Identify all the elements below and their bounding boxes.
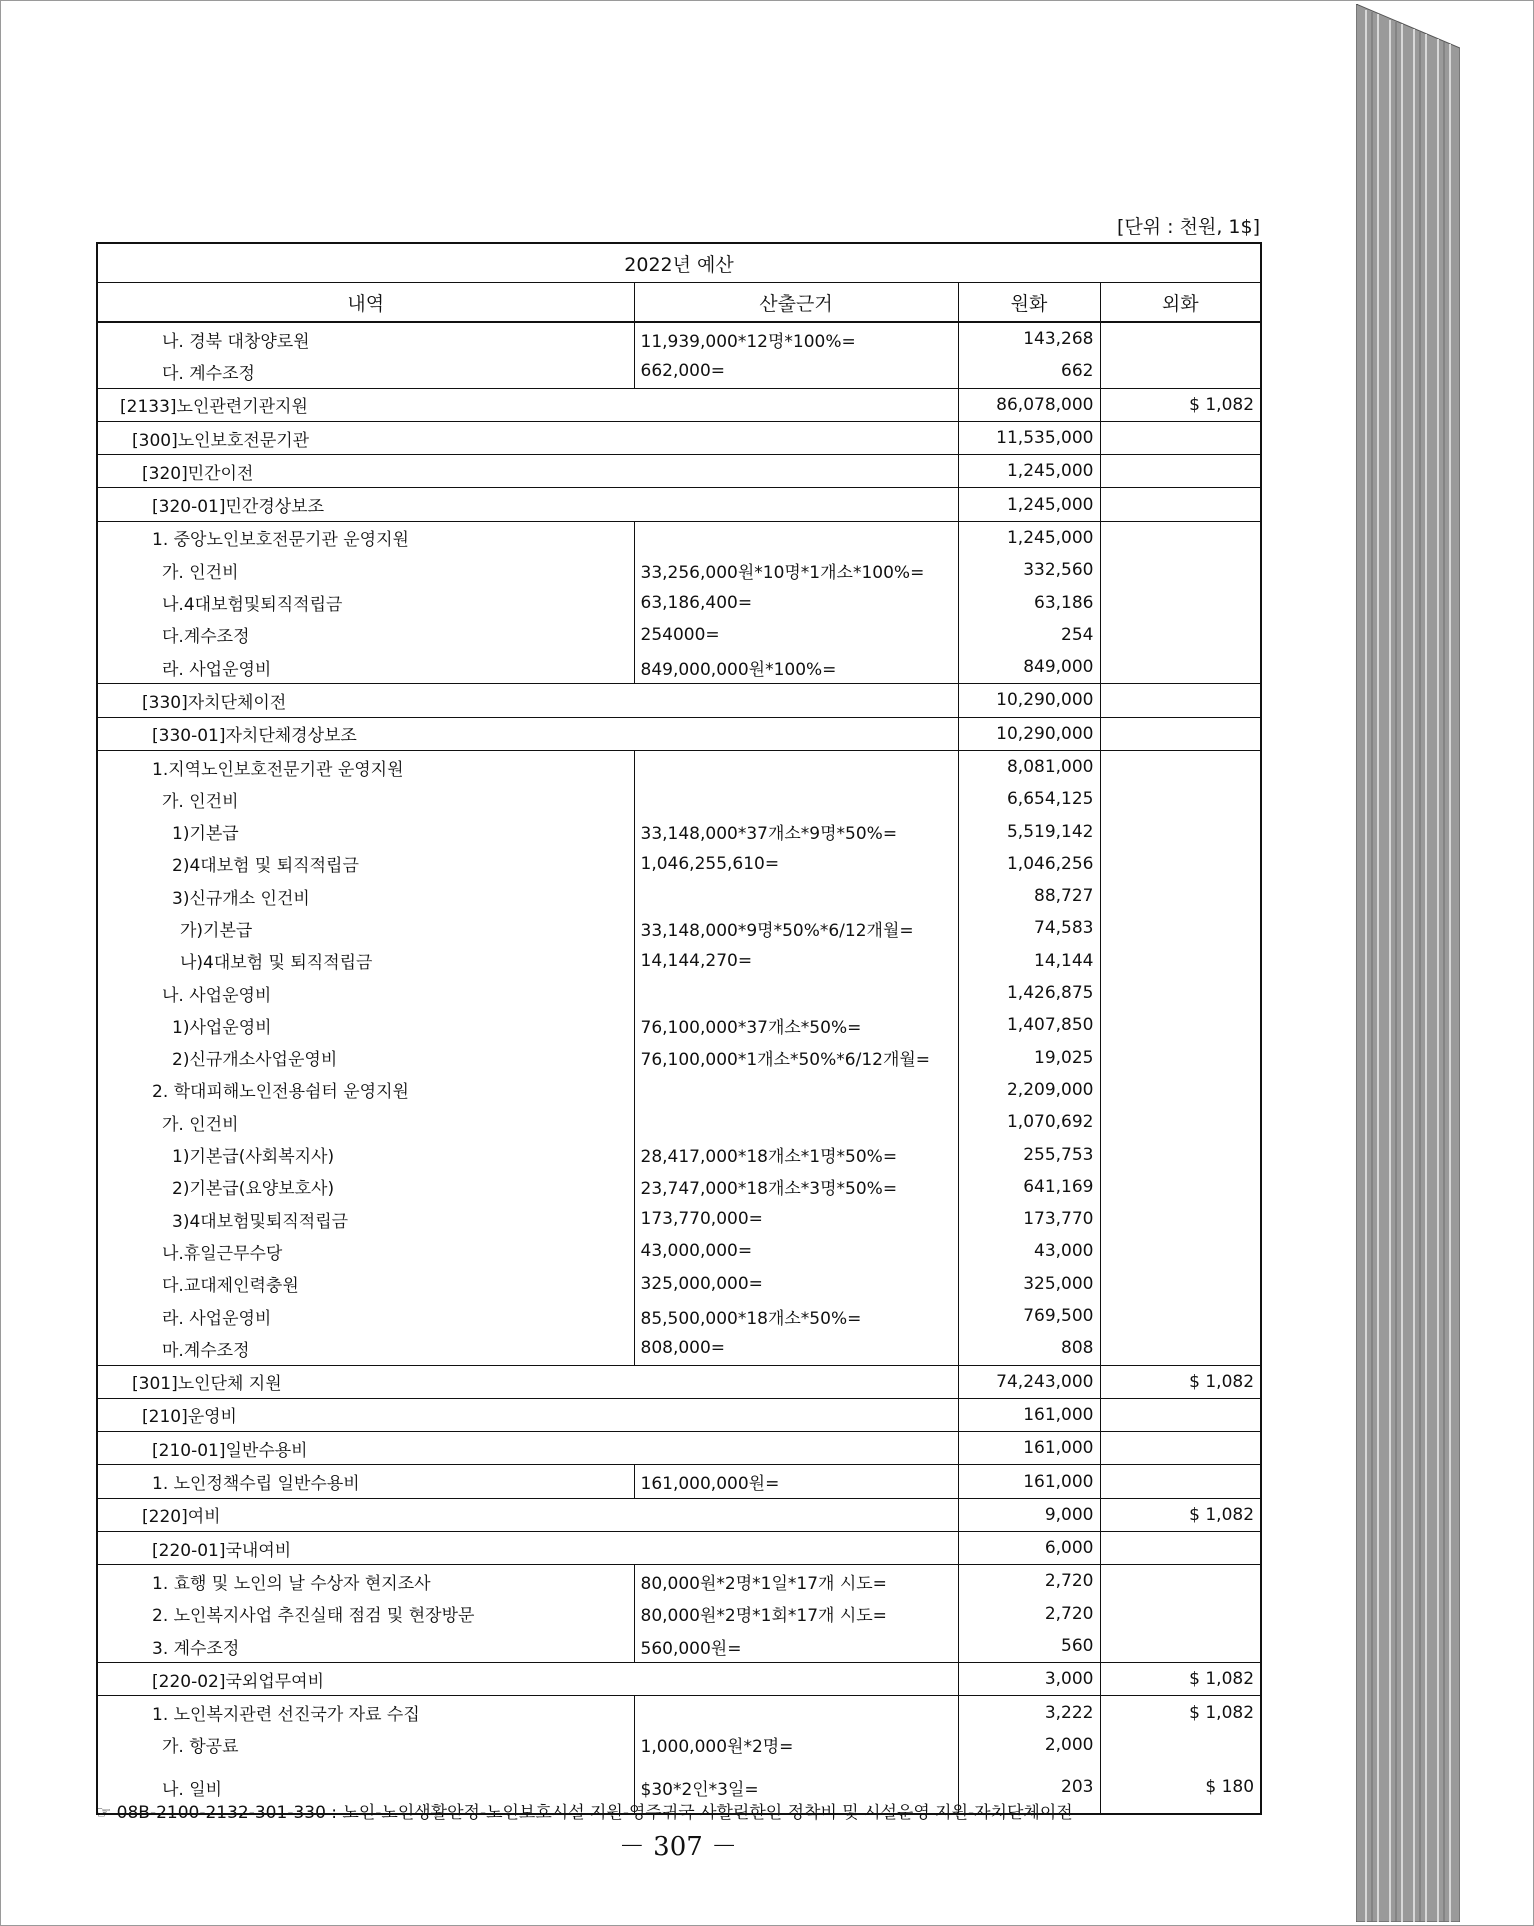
- row-item: 1. 노인복지관련 선진국가 자료 수집: [97, 1696, 634, 1729]
- row-usd: [1100, 1598, 1261, 1630]
- row-basis: 1,000,000원*2명=: [634, 1729, 958, 1761]
- row-usd: [1100, 684, 1261, 717]
- row-basis: [634, 977, 958, 1009]
- row-basis: 325,000,000=: [634, 1268, 958, 1300]
- row-usd: $ 1,082: [1100, 1365, 1261, 1398]
- row-krw: 5,519,142: [958, 815, 1100, 847]
- row-basis: [634, 750, 958, 783]
- table-row: [97, 322, 1261, 355]
- table-row: [97, 1531, 1261, 1564]
- row-krw: 849,000: [958, 651, 1100, 684]
- row-krw: 254: [958, 619, 1100, 651]
- table-row: [97, 848, 1261, 880]
- table-row: [97, 1171, 1261, 1203]
- row-item: [320-01]민간경상보조: [97, 488, 958, 521]
- row-krw: 86,078,000: [958, 388, 1100, 421]
- header-krw: 원화: [958, 283, 1100, 323]
- header-item: 내역: [97, 283, 634, 323]
- table-row: [97, 1106, 1261, 1138]
- row-usd: [1100, 488, 1261, 521]
- row-krw: 2,000: [958, 1729, 1100, 1761]
- row-item: 2. 노인복지사업 추진실태 점검 및 현장방문: [97, 1598, 634, 1630]
- row-item: [300]노인보호전문기관: [97, 421, 958, 454]
- row-item: [301]노인단체 지원: [97, 1365, 958, 1398]
- row-basis: $30*2인*3일=: [634, 1761, 958, 1814]
- row-item: [220-02]국외업무여비: [97, 1663, 958, 1696]
- row-krw: 6,654,125: [958, 783, 1100, 815]
- row-item: 1)기본급: [97, 815, 634, 847]
- row-krw: 1,245,000: [958, 521, 1100, 554]
- row-usd: $ 1,082: [1100, 1696, 1261, 1729]
- row-item: [220]여비: [97, 1498, 958, 1531]
- table-title: 2022년 예산: [97, 243, 1261, 283]
- table-row: [97, 1042, 1261, 1074]
- row-usd: [1100, 651, 1261, 684]
- table-row: [97, 488, 1261, 521]
- row-krw: 173,770: [958, 1203, 1100, 1235]
- row-usd: [1100, 1106, 1261, 1138]
- row-item: [210-01]일반수용비: [97, 1432, 958, 1465]
- row-krw: 11,535,000: [958, 421, 1100, 454]
- table-row: [97, 912, 1261, 944]
- row-basis: 80,000원*2명*1일*17개 시도=: [634, 1565, 958, 1598]
- row-krw: 2,720: [958, 1565, 1100, 1598]
- row-krw: 43,000: [958, 1235, 1100, 1267]
- row-usd: [1100, 912, 1261, 944]
- row-usd: [1100, 880, 1261, 912]
- row-krw: 662: [958, 355, 1100, 388]
- row-basis: 662,000=: [634, 355, 958, 388]
- row-usd: [1100, 1268, 1261, 1300]
- row-krw: 2,720: [958, 1598, 1100, 1630]
- row-usd: [1100, 750, 1261, 783]
- table-row: [97, 651, 1261, 684]
- row-item: 나)4대보험 및 퇴직적립금: [97, 945, 634, 977]
- row-usd: [1100, 455, 1261, 488]
- row-krw: 641,169: [958, 1171, 1100, 1203]
- row-krw: 2,209,000: [958, 1074, 1100, 1106]
- table-title-row: [97, 243, 1261, 283]
- row-basis: 173,770,000=: [634, 1203, 958, 1235]
- row-basis: 85,500,000*18개소*50%=: [634, 1300, 958, 1332]
- row-krw: 6,000: [958, 1531, 1100, 1564]
- row-item: 나.휴일근무수당: [97, 1235, 634, 1267]
- row-usd: [1100, 322, 1261, 355]
- row-krw: 88,727: [958, 880, 1100, 912]
- row-basis: 76,100,000*1개소*50%*6/12개월=: [634, 1042, 958, 1074]
- row-basis: 560,000원=: [634, 1630, 958, 1663]
- table-row: [97, 1074, 1261, 1106]
- footnote: ☞ 08B-2100-2132-301-330 : 노인-노인생활안정-노인보호시설 지원-영주귀국 사할린한인 정착비 및 시설운영 지원-자치단체이전: [96, 1803, 1073, 1823]
- row-usd: [1100, 945, 1261, 977]
- row-item: 1)사업운영비: [97, 1009, 634, 1041]
- row-basis: 33,256,000원*10명*1개소*100%=: [634, 554, 958, 586]
- row-item: 2. 학대피해노인전용쉼터 운영지원: [97, 1074, 634, 1106]
- row-krw: 63,186: [958, 586, 1100, 618]
- row-basis: [634, 1696, 958, 1729]
- row-usd: [1100, 1074, 1261, 1106]
- row-krw: 8,081,000: [958, 750, 1100, 783]
- table-row: [97, 783, 1261, 815]
- row-krw: 808: [958, 1332, 1100, 1365]
- row-usd: [1100, 1729, 1261, 1761]
- table-row: [97, 619, 1261, 651]
- row-item: 나.4대보험및퇴직적립금: [97, 586, 634, 618]
- row-krw: 203: [958, 1761, 1100, 1814]
- row-item: 1. 효행 및 노인의 날 수상자 현지조사: [97, 1565, 634, 1598]
- row-krw: 1,046,256: [958, 848, 1100, 880]
- row-usd: $ 180: [1205, 1777, 1255, 1798]
- table-row: [97, 1565, 1261, 1598]
- unit-note: [단위 : 천원, 1$]: [1117, 216, 1260, 238]
- table-row: [97, 1365, 1261, 1398]
- row-usd: [1100, 977, 1261, 1009]
- table-row: [97, 1398, 1261, 1431]
- table-row: [97, 1203, 1261, 1235]
- row-item: 가. 인건비: [97, 1106, 634, 1138]
- row-krw: 10,290,000: [958, 684, 1100, 717]
- row-usd: [1100, 355, 1261, 388]
- row-usd: [1100, 1398, 1261, 1431]
- row-usd: [1100, 1235, 1261, 1267]
- row-item: 나. 경북 대창양로원: [97, 322, 634, 355]
- row-basis: [634, 880, 958, 912]
- row-usd: [1100, 586, 1261, 618]
- row-basis: 11,939,000*12명*100%=: [634, 322, 958, 355]
- row-usd: [1100, 1332, 1261, 1365]
- budget-table: [96, 242, 1262, 1815]
- row-basis: 1,046,255,610=: [634, 848, 958, 880]
- row-krw: 1,426,875: [958, 977, 1100, 1009]
- page-number: － 307 －: [618, 1832, 738, 1862]
- row-usd: [1100, 619, 1261, 651]
- table-row: [97, 455, 1261, 488]
- row-basis: 14,144,270=: [634, 945, 958, 977]
- row-basis: 76,100,000*37개소*50%=: [634, 1009, 958, 1041]
- row-krw: 255,753: [958, 1138, 1100, 1170]
- row-krw: 161,000: [958, 1465, 1100, 1498]
- row-item: 다.계수조정: [97, 619, 634, 651]
- row-item: 나. 일비: [97, 1761, 634, 1814]
- row-item: 3. 계수조정: [97, 1630, 634, 1663]
- table-row: [97, 1138, 1261, 1170]
- row-item: 3)신규개소 인건비: [97, 880, 634, 912]
- row-item: [210]운영비: [97, 1398, 958, 1431]
- row-usd: $ 1,082: [1100, 1663, 1261, 1696]
- row-usd: $ 1,082: [1100, 388, 1261, 421]
- table-row: [97, 1268, 1261, 1300]
- row-krw: 1,245,000: [958, 455, 1100, 488]
- row-basis: [634, 1106, 958, 1138]
- table-row: [97, 421, 1261, 454]
- row-krw: 74,583: [958, 912, 1100, 944]
- table-row: [97, 1332, 1261, 1365]
- row-krw: 325,000: [958, 1268, 1100, 1300]
- row-basis: 63,186,400=: [634, 586, 958, 618]
- row-basis: 254000=: [634, 619, 958, 651]
- table-row: [97, 945, 1261, 977]
- row-basis: 23,747,000*18개소*3명*50%=: [634, 1171, 958, 1203]
- row-usd: [1100, 848, 1261, 880]
- row-usd: [1100, 521, 1261, 554]
- row-item: [320]민간이전: [97, 455, 958, 488]
- table-row: [97, 977, 1261, 1009]
- row-basis: 43,000,000=: [634, 1235, 958, 1267]
- table-row: [97, 521, 1261, 554]
- row-item: 다.교대제인력충원: [97, 1268, 634, 1300]
- row-basis: [634, 783, 958, 815]
- row-krw: 9,000: [958, 1498, 1100, 1531]
- row-usd: [1100, 1531, 1261, 1564]
- header-usd: 외화: [1100, 283, 1261, 323]
- row-item: 나. 사업운영비: [97, 977, 634, 1009]
- row-basis: [634, 1074, 958, 1106]
- row-krw: 1,070,692: [958, 1106, 1100, 1138]
- row-usd: [1100, 554, 1261, 586]
- row-usd: [1100, 421, 1261, 454]
- row-usd: [1100, 1630, 1261, 1663]
- row-item: [330]자치단체이전: [97, 684, 958, 717]
- row-item: 2)신규개소사업운영비: [97, 1042, 634, 1074]
- table-row: [97, 1009, 1261, 1041]
- row-basis: 28,417,000*18개소*1명*50%=: [634, 1138, 958, 1170]
- table-row: [97, 1300, 1261, 1332]
- row-usd: [1100, 1009, 1261, 1041]
- row-krw: 769,500: [958, 1300, 1100, 1332]
- row-item: 라. 사업운영비: [97, 1300, 634, 1332]
- row-item: 2)기본급(요양보호사): [97, 1171, 634, 1203]
- row-krw: 161,000: [958, 1432, 1100, 1465]
- row-krw: 1,245,000: [958, 488, 1100, 521]
- row-usd: [1100, 1465, 1261, 1498]
- table-row: [97, 1696, 1261, 1729]
- row-basis: 80,000원*2명*1회*17개 시도=: [634, 1598, 958, 1630]
- table-row: [97, 1630, 1261, 1663]
- table-row: [97, 750, 1261, 783]
- row-usd: [1100, 1171, 1261, 1203]
- row-basis: 33,148,000*9명*50%*6/12개월=: [634, 912, 958, 944]
- row-usd: [1100, 783, 1261, 815]
- row-item: 라. 사업운영비: [97, 651, 634, 684]
- row-item: [220-01]국내여비: [97, 1531, 958, 1564]
- row-item: [330-01]자치단체경상보조: [97, 717, 958, 750]
- row-usd: [1100, 1565, 1261, 1598]
- row-basis: 808,000=: [634, 1332, 958, 1365]
- row-basis: [634, 521, 958, 554]
- header-basis: 산출근거: [634, 283, 958, 323]
- row-krw: 74,243,000: [958, 1365, 1100, 1398]
- row-usd: [1100, 717, 1261, 750]
- table-row: [97, 1498, 1261, 1531]
- row-usd: [1100, 1432, 1261, 1465]
- table-row: [97, 684, 1261, 717]
- row-basis: 33,148,000*37개소*9명*50%=: [634, 815, 958, 847]
- table-row: [97, 586, 1261, 618]
- table-row: [97, 388, 1261, 421]
- row-item: 1. 노인정책수립 일반수용비: [97, 1465, 634, 1498]
- row-basis: 161,000,000원=: [634, 1465, 958, 1498]
- table-row: [97, 355, 1261, 388]
- row-krw: 1,407,850: [958, 1009, 1100, 1041]
- row-usd: [1100, 1300, 1261, 1332]
- row-item: 가. 항공료: [97, 1729, 634, 1761]
- row-item: 마.계수조정: [97, 1332, 634, 1365]
- table-row: [97, 717, 1261, 750]
- row-krw: 19,025: [958, 1042, 1100, 1074]
- row-krw: 143,268: [958, 322, 1100, 355]
- row-krw: 14,144: [958, 945, 1100, 977]
- table-row: [97, 1465, 1261, 1498]
- table-row: [97, 1432, 1261, 1465]
- table-header-row: [97, 283, 1261, 323]
- table-row: [97, 1235, 1261, 1267]
- row-item: 가. 인건비: [97, 554, 634, 586]
- row-item: 가)기본급: [97, 912, 634, 944]
- row-krw: 332,560: [958, 554, 1100, 586]
- page-stack-edges: [1356, 4, 1460, 1922]
- row-usd: [1100, 1042, 1261, 1074]
- row-item: [2133]노인관련기관지원: [97, 388, 958, 421]
- row-krw: 10,290,000: [958, 717, 1100, 750]
- table-row: [97, 815, 1261, 847]
- row-usd: [1100, 1203, 1261, 1235]
- row-basis: 849,000,000원*100%=: [634, 651, 958, 684]
- table-row: [97, 880, 1261, 912]
- row-usd: [1100, 1138, 1261, 1170]
- row-item: 다. 계수조정: [97, 355, 634, 388]
- row-usd: $ 1,082: [1100, 1498, 1261, 1531]
- row-krw: 560: [958, 1630, 1100, 1663]
- table-row: [97, 1663, 1261, 1696]
- row-krw: 161,000: [958, 1398, 1100, 1431]
- table-row: [97, 1598, 1261, 1630]
- row-krw: 3,000: [958, 1663, 1100, 1696]
- table-row: [97, 1729, 1261, 1761]
- row-item: 2)4대보험 및 퇴직적립금: [97, 848, 634, 880]
- row-item: 1.지역노인보호전문기관 운영지원: [97, 750, 634, 783]
- table-row: [97, 554, 1261, 586]
- row-item: 가. 인건비: [97, 783, 634, 815]
- row-krw: 3,222: [958, 1696, 1100, 1729]
- row-usd: [1100, 815, 1261, 847]
- row-item: 1. 중앙노인보호전문기관 운영지원: [97, 521, 634, 554]
- row-item: 3)4대보험및퇴직적립금: [97, 1203, 634, 1235]
- row-item: 1)기본급(사회복지사): [97, 1138, 634, 1170]
